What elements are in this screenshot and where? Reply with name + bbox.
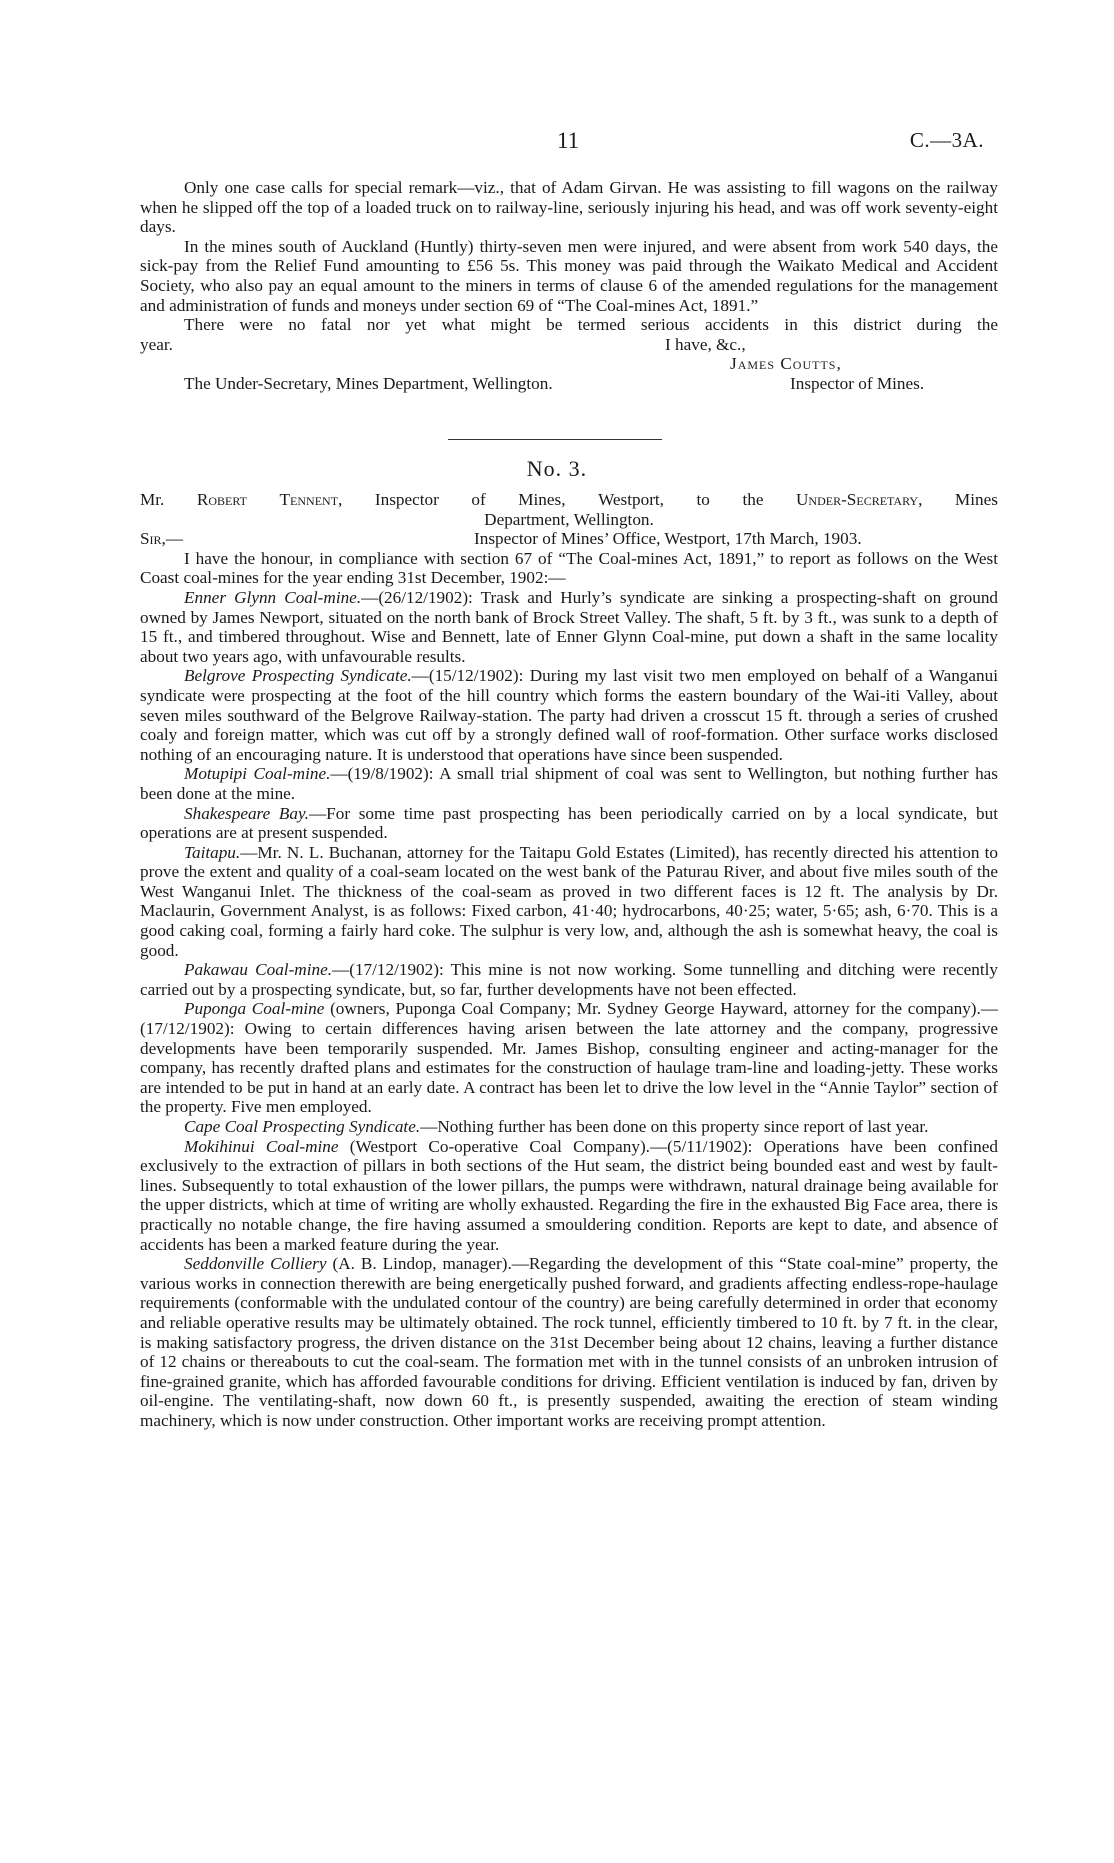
mine-entry <box>140 764 998 803</box>
salutation-row <box>140 529 998 549</box>
paragraph: There were no fatal nor yet what might be termed serious accidents in this district during the <box>184 315 998 335</box>
signature-row <box>140 354 998 374</box>
page-number: 11 <box>557 128 580 153</box>
mine-entry-text: —(26/12/1902): Trask and Hurly’s syndicate are sinking a prospecting-shaft on ground owned by James Newport, situated on the north bank of Brock Street Valley. The shaft, 5 ft. by 3 ft., was sunk to a depth of 15 ft., and timbered throughout. Wise and Bennett, late of Enner Glynn Coal-mine, put down a shaft in the same locality about two years ago, with unfavourable results. <box>140 587 999 666</box>
section-number: No. 3. <box>526 456 588 481</box>
intro-paragraph: I have the honour, in compliance with section 67 of “The Coal-mines Act, 1891,” to report as follows on the West Coast coal-mines for the year ending 31st December, 1902:— <box>140 548 998 588</box>
mine-entry-title: Taitapu. <box>184 842 241 862</box>
memo-heading-word: Mines, <box>518 490 566 509</box>
mine-entry-text: —(17/12/1902): This mine is not now working. Some tunnelling and ditching were recently carried out by a prospecting syndicate, but, so far, further developments have not been effected. <box>140 960 999 999</box>
signatory-name: James Coutts, <box>730 354 842 374</box>
mine-entry <box>140 588 998 666</box>
mine-entry-title: Seddonville Colliery <box>184 1254 327 1274</box>
mine-entry <box>140 999 998 1117</box>
memo-heading-word: Under-Secretary, <box>796 490 923 509</box>
closing-line <box>140 335 998 355</box>
memo-heading-word: Mr. <box>140 490 165 509</box>
mine-entry <box>140 1117 998 1137</box>
page-header <box>0 128 1114 161</box>
salutation: Sir,— <box>140 529 184 549</box>
mine-entry-title: Enner Glynn Coal-mine. <box>184 587 362 607</box>
memo-heading-line: Department, Wellington. <box>484 509 654 529</box>
report-section-1 <box>140 178 998 394</box>
mine-entry <box>140 843 998 961</box>
document-reference: C.—3A. <box>909 128 984 152</box>
mine-entry-text: (A. B. Lindop, manager).—Regarding the development of this “State coal-mine” property, the various works in connection therewith are being energetically pushed forward, and gradients affecting endless-rope-haulage requirements (conformable with the undulated contour of the country) are being carefully determined in order that economy and reliable operative results may be ultimately obtained. The rock tunnel, efficiently timbered to 10 ft. by 7 ft. in the clear, is making satisfactory progress, the driven distance on the 31st December being about 12 chains, leaving a further distance of 12 chains or thereabouts to cut the coal-seam. The formation met with in the tunnel consists of an unbroken intrusion of fine-grained granite, which has afforded favourable conditions for driving. Efficient ventilation is induced by fan, driven by oil-engine. The ventilating-shaft, now down 60 ft., is presently suspended, awaiting the erection of steam winding machinery, which is now under construction. Other important works are receiving prompt attention. <box>140 1254 999 1430</box>
signatory-title: Inspector of Mines. <box>790 373 925 393</box>
paragraph: In the mines south of Auckland (Huntly) thirty-seven men were injured, and were absent from work 540 days, the sick-pay from the Relief Fund amounting to £56 5s. This money was paid through the Waikato Medical and Accident Society, who also pay an equal amount to the miners in terms of clause 6 of the amended regulations for the management and administration of funds and moneys under section 69 of “The Coal-mines Act, 1891.” <box>140 236 998 315</box>
mine-entry-text: —(15/12/1902): During my last visit two men employed on behalf of a Wanganui syndicate were prospecting at the foot of the hill country which forms the eastern boundary of the Wai-iti Valley, about seven miles southward of the Belgrove Railway-station. The party had driven a crosscut 15 ft. through a series of crushed coaly and foreign matter, which was cut off by a strongly defined wall of roof-formation. Other surface works disclosed nothing of an encouraging nature. It is understood that operations have since been suspended. <box>140 666 998 764</box>
mine-entry <box>140 804 998 843</box>
mine-entry-text: —For some time past prospecting has been periodically carried on by a local syndicate, but operations are at present suspended. <box>140 803 999 843</box>
mine-entry-text: —Mr. N. L. Buchanan, attorney for the Taitapu Gold Estates (Limited), has recently directed his attention to prove the extent and quality of a coal-seam located on the west bank of the Paturau River, and about five miles south of the West Wanganui Inlet. The thickness of the coal-seam as proved in two different faces is 12 ft. The analysis by Dr. Maclaurin, Government Analyst, is as follows: Fixed carbon, 41·40; hydrocarbons, 40·25; water, 5·65; ash, 6·70. This is a good caking coal, forming a fairly hard coke. The sulphur is very low, and, although the ash is somewhat heavy, the coal is good. <box>140 842 998 960</box>
memo-heading-word: Tennent, <box>279 490 343 509</box>
section-divider <box>448 439 662 440</box>
mine-entries <box>140 588 998 1431</box>
memo-heading-line <box>140 490 998 510</box>
memo-heading-word: of <box>471 490 486 509</box>
mine-entry-title: Belgrove Prospecting Syndicate. <box>184 666 412 686</box>
address-row <box>140 374 998 394</box>
mine-entry <box>140 1254 998 1430</box>
mine-entry-title: Mokihinui Coal-mine <box>184 1136 339 1156</box>
mine-entry-text: (owners, Puponga Coal Company; Mr. Sydney George Hayward, attorney for the company).—(17/12/1902): Owing to certain differences having arisen between the late attorney and the company, progressive developments have been temporarily suspended. Mr. James Bishop, consulting engineer and acting-manager for the company, has recently drafted plans and estimates for the construction of haulage tram-line and loading-jetty. These works are intended to be put in hand at an early date. A contract has been let to drive the low level in the “Annie Taylor” section of the property. Five men employed. <box>140 999 998 1117</box>
memo-heading-word: the <box>742 490 764 509</box>
memo-heading-word: Inspector <box>374 490 439 509</box>
mine-entry-title: Cape Coal Prospecting Syndicate. <box>184 1117 421 1136</box>
mine-entry-text: —Nothing further has been done on this property since report of last year. <box>420 1117 929 1136</box>
mine-entry <box>140 960 998 999</box>
mine-entry-text: (Westport Co-operative Coal Company).—(5/11/1902): Operations have been confined exclusively to the extraction of pillars in both sections of the Hut seam, the district being bounded east and west by fault-lines. Subsequently to total exhaustion of the lower pillars, the pumps were withdrawn, natural drainage being available for the upper districts, which at time of writing are wholly exhausted. Regarding the fire in the exhausted Big Face area, there is practically no notable change, the fire having assumed a smouldering condition. Reports are kept to date, and absence of accidents has been a marked feature during the year. <box>140 1136 998 1254</box>
memo-heading-word: Westport, <box>598 490 664 509</box>
mine-entry-title: Puponga Coal-mine <box>184 999 325 1019</box>
mine-entry-title: Pakawau Coal-mine. <box>184 960 333 980</box>
memo-heading-word: Robert <box>196 490 247 509</box>
addressee: The Under-Secretary, Mines Department, Wellington. <box>184 373 553 393</box>
memo-heading <box>140 490 998 529</box>
mine-entry-text: —(19/8/1902): A small trial shipment of coal was sent to Wellington, but nothing further has been done at the mine. <box>140 764 998 803</box>
office-and-date: Inspector of Mines’ Office, Westport, 17th March, 1903. <box>474 529 862 549</box>
paragraph-end: year. <box>140 334 173 354</box>
mine-entry <box>140 1137 998 1255</box>
report-section-2 <box>140 490 998 1431</box>
closing-phrase: I have, &c., <box>665 334 746 354</box>
memo-heading-word: Mines <box>954 490 998 509</box>
mine-entry-title: Motupipi Coal-mine. <box>184 764 331 784</box>
paragraph: Only one case calls for special remark—viz., that of Adam Girvan. He was assisting to fill wagons on the railway when he slipped off the top of a loaded truck on to railway-line, seriously injuring his head, and was off work seventy-eight days. <box>140 178 998 237</box>
mine-entry-title: Shakespeare Bay. <box>184 803 309 823</box>
memo-heading-word: to <box>696 490 710 509</box>
mine-entry <box>140 666 998 764</box>
